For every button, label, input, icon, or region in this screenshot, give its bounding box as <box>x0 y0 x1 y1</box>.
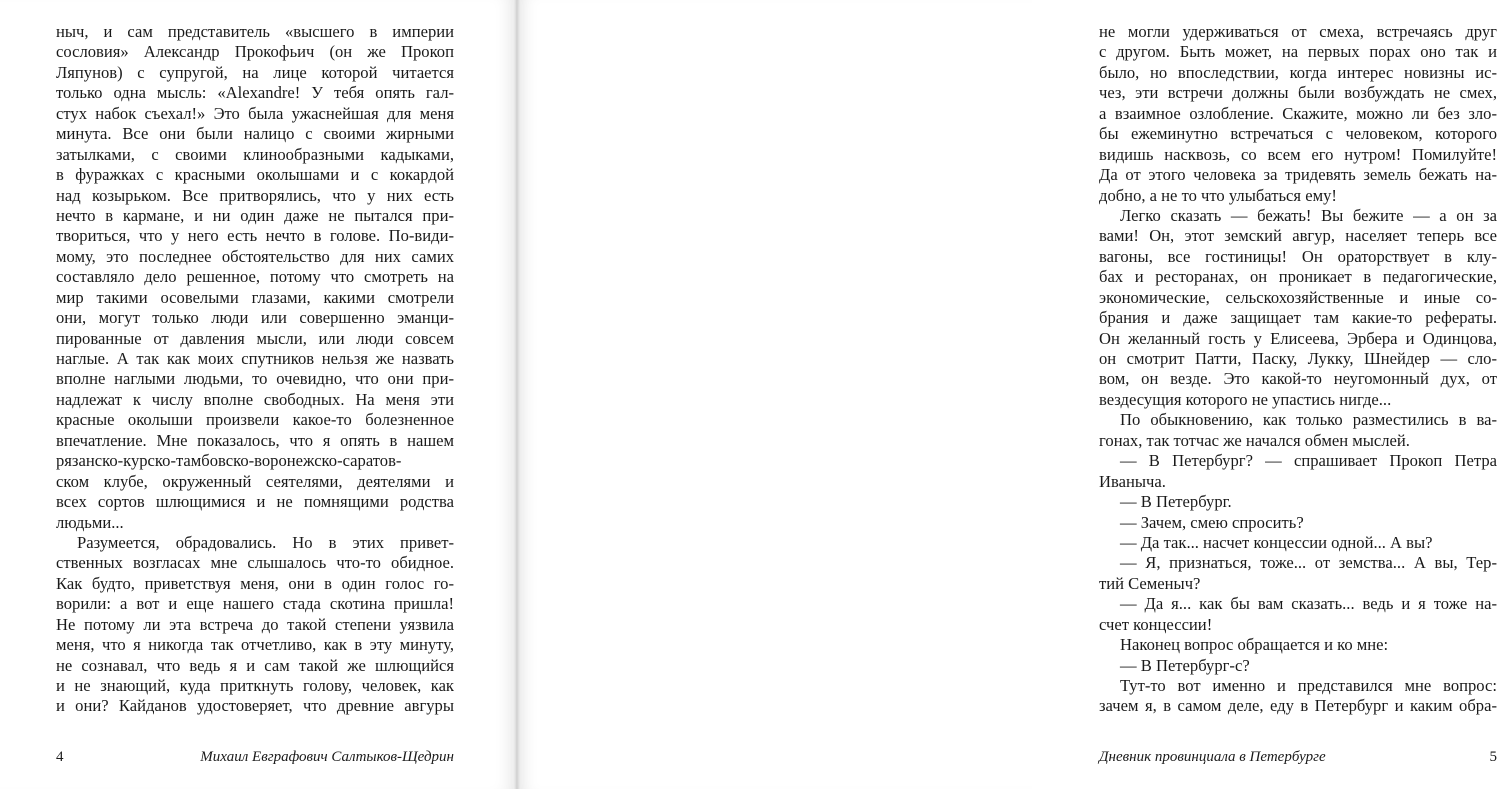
text-line: зачем я, в самом деле, еду в Петербург и каким обра- <box>1099 696 1497 716</box>
text-line: Иваныча. <box>1099 471 1166 491</box>
text-line: брания и даже защищает там какие-то рефераты. <box>1099 308 1497 328</box>
text-line: надлежат к числу вполне свободных. На меня эти <box>56 389 454 409</box>
text-line: только одна мысль: «Alexandre! У тебя опять гал- <box>56 83 454 103</box>
text-line: Наконец вопрос обращается и ко мне: <box>1120 635 1389 655</box>
text-line: в фуражках с красными околышами и с кокардой <box>56 165 454 185</box>
text-line: Легко сказать — бежать! Вы бежите — а он за <box>1120 205 1497 225</box>
text-line: всех сортов шлющимися и не помнящими родства <box>56 492 454 512</box>
page-number: 5 <box>1489 749 1497 765</box>
text-line: вом, он везде. Это какой-то неугомонный дух, от <box>1099 369 1497 389</box>
text-line: пированные от давления мысли, или люди совсем <box>56 328 454 348</box>
running-title: Михаил Евграфович Салтыков-Щедрин <box>200 749 454 765</box>
text-line: они, могут только люди или совершенно эманци- <box>56 308 454 328</box>
text-line: — Да я... как бы вам сказать... ведь и я тоже на- <box>1120 594 1497 614</box>
text-line: минута. Все они были налицо с своими жирными <box>56 124 454 144</box>
text-line: — Зачем, смею спросить? <box>1120 512 1304 532</box>
text-line: сословия» Александр Прокофьич (он же Прокоп <box>56 42 454 62</box>
right-page-body <box>1099 22 1497 717</box>
text-line: бах и ресторанах, он проникает в педагогические, <box>1099 267 1497 287</box>
text-line: — В Петербург. <box>1120 492 1232 512</box>
text-line: и они? Кайданов удостоверяет, что древние авгуры <box>56 696 454 716</box>
text-line: экономические, сельскохозяйственные и иные со- <box>1099 287 1497 307</box>
text-line: впечатление. Мне показалось, что я опять в нашем <box>56 430 454 450</box>
text-line: ском клубе, окруженный сеятелями, деятелями и <box>56 471 454 491</box>
text-line: тий Семеныч? <box>1099 573 1201 593</box>
text-line: нечто в кармане, и ни один даже не пытался при- <box>56 205 454 225</box>
text-line: — В Петербург-с? <box>1120 655 1250 675</box>
text-line: с другом. Быть может, на первых порах оно так и <box>1099 42 1497 62</box>
text-line: и не знающий, куда приткнуть голову, человек, как <box>56 676 454 695</box>
text-line: меня, что я никогда так отчетливо, как в эту минуту, <box>56 635 454 655</box>
text-line: По обыкновению, как только разместились в ва- <box>1120 410 1497 430</box>
text-line: вездесущия которого не упастись нигде... <box>1099 389 1392 409</box>
text-line: а взаимное озлобление. Скажите, можно ли без зло- <box>1099 103 1497 123</box>
text-line: вагоны, все гостиницы! Он ораторствует в клу- <box>1099 246 1497 266</box>
text-line: — Да так... насчет концессии одной... А вы? <box>1120 532 1433 552</box>
text-line: Не потому ли эта встреча до такой степени уязвила <box>56 614 454 634</box>
text-line: Он желанный гость у Елисеева, Эрбера и Одинцова, <box>1099 328 1497 348</box>
text-line: стух набок съехал!» Это была ужаснейшая для меня <box>56 103 454 123</box>
text-line: Ляпунов) с супругой, на лице которой читается <box>56 62 454 82</box>
text-line: Тут-то вот именно и представился мне вопрос: <box>1120 676 1497 695</box>
text-line: он смотрит Патти, Паску, Лукку, Шнейдер — сло- <box>1099 349 1497 368</box>
text-line: не сознавал, что ведь я и сам такой же шлющийся <box>56 655 454 675</box>
text-line: — Я, признаться, тоже... от земства... А вы, Тер- <box>1120 553 1497 573</box>
text-line: видишь насквозь, со всем его нутром! Помилуйте! <box>1099 144 1497 164</box>
text-line: ворили: а вот и еще нашего стада скотина пришла! <box>56 594 454 614</box>
text-line: бы ежеминутно встречаться с человеком, которого <box>1099 124 1497 144</box>
text-line: наглые. А так как моих спутников нельзя же назвать <box>56 349 454 368</box>
left-page <box>0 0 516 789</box>
text-line: гонах, так тотчас же начался обмен мыслей. <box>1099 430 1410 450</box>
text-line: счет концессии! <box>1099 614 1213 634</box>
text-line: вами! Он, этот земский авгур, населяет теперь все <box>1099 226 1497 246</box>
text-line: над козырьком. Все притворялись, что у них есть <box>56 185 454 205</box>
text-line: рязанско-курско-тамбовско-воронежско-саратов- <box>56 451 402 471</box>
page-number: 4 <box>56 749 64 765</box>
text-line: твориться, что у него есть нечто в голове. По-види- <box>56 226 454 246</box>
text-line: было, но впоследствии, когда интерес новизны ис- <box>1099 62 1497 82</box>
left-page-body <box>56 22 454 717</box>
right-page <box>516 0 1497 789</box>
text-line: мир такими осовелыми глазами, какими смотрели <box>56 287 454 307</box>
text-line: чез, эти встречи должны были возбуждать не смех, <box>1099 83 1497 103</box>
running-title: Дневник провинциала в Петербурге <box>1099 749 1326 765</box>
text-line: ственных возгласах мне слышалось что-то обидное. <box>56 553 454 573</box>
text-line: Да от этого человека за тридевять земель бежать на- <box>1099 165 1497 185</box>
text-line: добно, а не то что улыбаться ему! <box>1099 185 1337 205</box>
text-line: Разумеется, обрадовались. Но в этих привет- <box>77 532 454 552</box>
text-line: — В Петербург? — спрашивает Прокоп Петра <box>1120 451 1497 471</box>
text-line: мому, это последнее обстоятельство для них самих <box>56 246 454 266</box>
text-line: составляло дело решенное, потому что смотреть на <box>56 267 454 287</box>
text-line: людьми... <box>56 512 124 532</box>
text-line: красные околыши произвели какое-то болезненное <box>56 410 454 430</box>
text-line: ныч, и сам представитель «высшего в империи <box>56 22 454 41</box>
text-line: Как будто, приветствуя меня, они в один голос го- <box>56 573 454 593</box>
text-line: вполне наглыми людьми, то очевидно, что они при- <box>56 369 454 389</box>
text-line: затылками, с своими клинообразными кадыками, <box>56 144 454 164</box>
text-line: не могли удерживаться от смеха, встречаясь друг <box>1099 22 1497 41</box>
